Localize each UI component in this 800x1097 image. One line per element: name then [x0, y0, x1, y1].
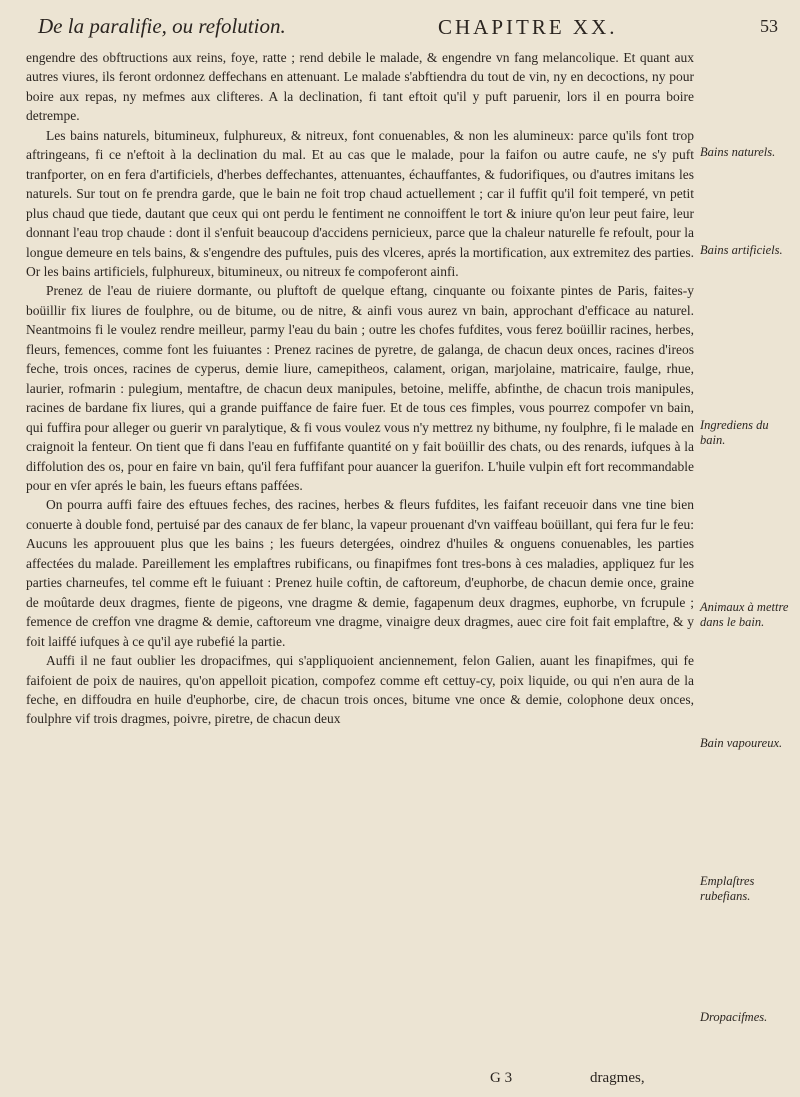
paragraph: Prenez de l'eau de riuiere dormante, ou pluftoft de quelque eftang, cinquante ou foixante pintes de Paris, faites-y boüillir fix liures de foulphre, ou de bitume, ou de nitre, & ainfi vous aurez vn bain, approchant d'efficace au naturel. Neantmoins fi le voulez rendre meilleur, parmy l'eau du bain ; outre les chofes fufdites, vous ferez boüillir racines, herbes, fleurs, femences, comme font les fuiuantes : Prenez racines de pyretre, de galanga, de chacun deux onces, racines d'ireos feche, trois onces, racines de cyperus, demie liure, camepitheos, calament, origan, marjolaine, matricaire, faulge, rhue, laurier, rofmarin : pulegium, mentaftre, de chacun deux manipules, betoine, meliffe, abfinthe, de chacun trois manipules, racines de bardane fix liures, qui a grande puiffance de faire fuer. Et de tous ces fimples, vous pourrez compofer vn bain, qui fuffira pour alleger ou guerir vn paralytique, & fi vous voulez vous n'y mettrez ny bithume, ny foulphre, fi le malade en craignoit la fenteur. On tient que fi dans l'eau en fuffifante quantité on y fait boüillir des chats, ou des renards, iufques à la diffolution des os, pour en faire vn bain, qu'il fera fuffifant pour auancer la guerifon. L'huile vulpin eft fort recommandable pour en vſer aprés le bain, les fueurs eftans paffées.: [26, 283, 694, 493]
margin-note: Bains naturels.: [700, 145, 776, 159]
margin-note: Ingrediens du bain.: [700, 418, 769, 447]
chapter-heading: CHAPITRE XX.: [438, 15, 618, 39]
margin-note: Dropacifmes.: [700, 1010, 768, 1024]
page-number: 53: [760, 16, 778, 36]
margin-note: Bains artificiels.: [700, 243, 783, 257]
running-title: De la paralifie, ou refolution.: [38, 14, 286, 38]
catchword: dragmes,: [590, 1070, 645, 1086]
paragraph: Les bains naturels, bitumineux, fulphureux, & nitreux, font conuenables, & non les alumineux: parce qu'ils font trop aftringeans, fi ce n'eftoit à la declination du mal. Et au cas que le malade, pour la faifon ou autre caufe, ne s'y puft tranfporter, on en fera d'artificiels, d'herbes deffechantes, attenuantes, échauffantes, & fudorifiques, ou d'autres imitans les naturels. Sur tout on fe prendra garde, que le bain ne foit trop chaud actuellement ; car il fuffit qu'il foit temperé, vn petit plus chaud que tiede, dautant que ceux qui ont perdu le fentiment ne connoiffent le tort & iniure qu'on leur peut faire, leur donnant l'eau trop chaude : dont il s'enfuit beaucoup d'accidens pernicieux, parce que la chaleur naturelle fe refoult, pour la longue demeure en tels bains, & s'engendre des puftules, puis des vlceres, aprés la mortification, aux extremitez des parties. Or les bains artificiels, fulphureux, bitumineux, ou nitreux fe compoferont ainfi.: [26, 127, 694, 279]
paragraph: Auffi il ne faut oublier les dropacifmes, qui s'appliquoient anciennement, felon Galien, auant les finapifmes, qui fe faifoient de poix de nauires, qu'on appelloit pication, compofez comme eft cettuy-cy, poix liquide, ou qui n'en aura de la feche, en diffoudra en huile d'euphorbe, cire, de chacun trois onces, bitume vne once & demie, colophone deux onces, foulphre vif trois dragmes, poivre, piretre, de chacun deux: [26, 653, 694, 727]
paragraph: engendre des obftructions aux reins, foye, ratte ; rend debile le malade, & engendre vn fang melancolique. Et quant aux autres viures, ils feront ordonnez deffechans en attenuant. Le malade s'abftiendra du tout de vin, ny en decoctions, ny pour boire aux repas, ny mefmes aux clifteres. A la declination, fi tant eftoit qu'il y puft paruenir, lors il en pourra boire detrempe.: [26, 50, 694, 124]
margin-note: Animaux à mettre dans le bain.: [700, 600, 789, 629]
margin-note: Bain vapoureux.: [700, 736, 783, 750]
page-footer: [490, 1070, 690, 1092]
margin-notes: [700, 0, 796, 1097]
body-text: [26, 48, 694, 729]
signature-mark: G 3: [490, 1070, 513, 1086]
margin-note: Emplaſtres rubefians.: [700, 874, 755, 903]
running-header: [38, 14, 778, 40]
paragraph: On pourra auffi faire des eftuues feches, des racines, herbes & fleurs fufdites, les faifant receuoir dans vne tine bien conuerte à double fond, pertuisé par des canaux de fer blanc, la vapeur prouenant d'vn vaiffeau boüillant, qui fera fur le feu: Aucuns les approuuent plus que les bains ; les fueurs detergées, oindrez d'huiles & onguens conuenables, les parties affectées du malade. Pareillement les emplaftres rubificans, ou finapifmes font tres-bons à ces maladies, appliquez fur les parties charneufes, tel comme eft le fuiuant : Prenez huile coftin, de caftoreum, d'euphorbe, de chacun demie once, graine de moûtarde deux dragmes, fiente de pigeons, vne dragme & demie, fagapenum deux dragmes, euphorbe, vn fcrupule ; femence de creffon vne dragme & demie, caftoreum vne dragme, vinaigre deux dragmes, auec cire foit fait emplaftre, & y foit laiffé iufques à ce qu'il aye rubefié la partie.: [26, 497, 694, 649]
